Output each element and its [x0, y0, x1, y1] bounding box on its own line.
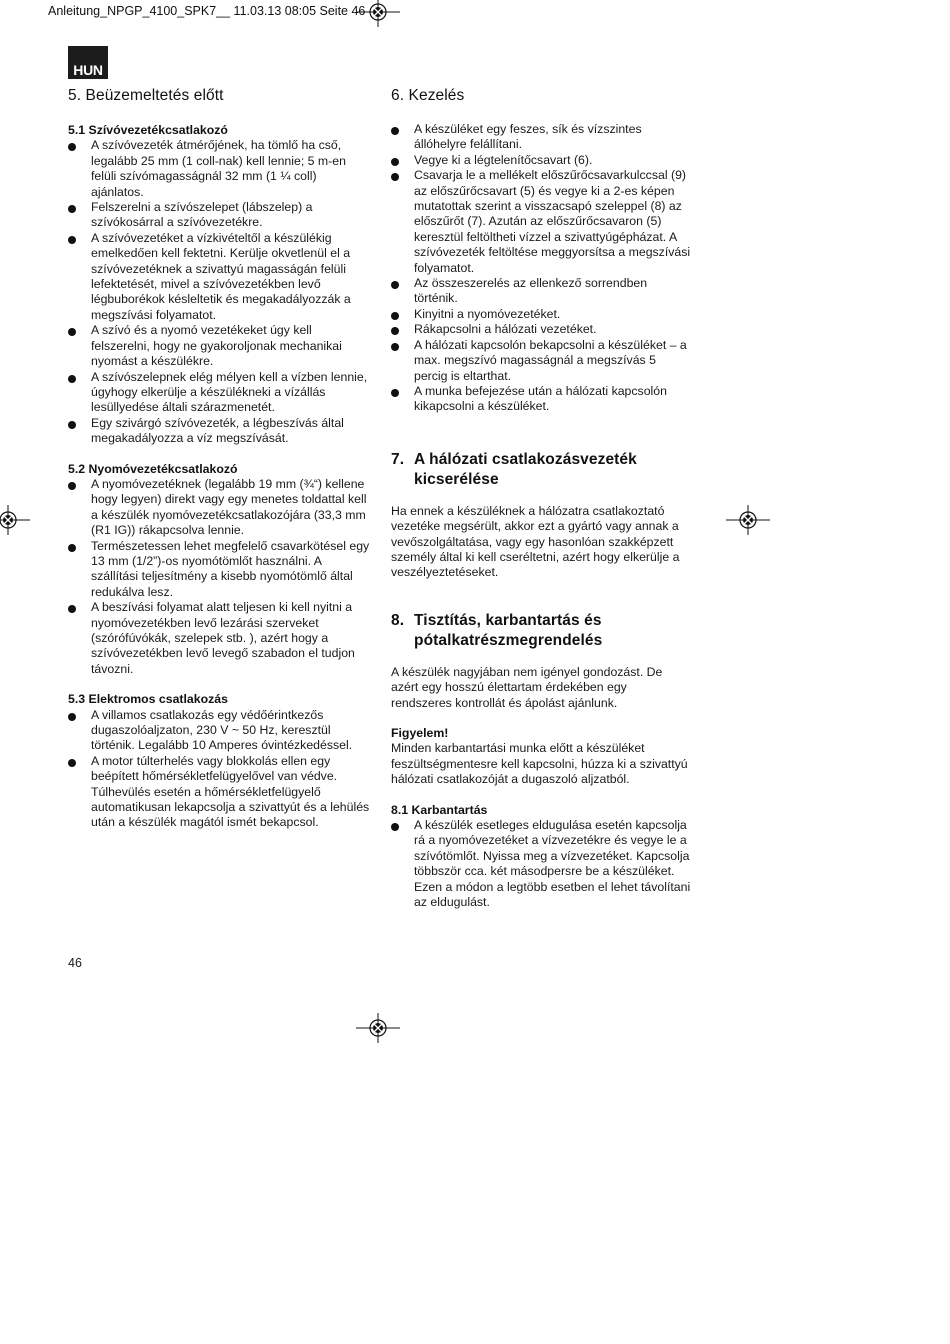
- bullet-icon: [68, 713, 76, 721]
- registration-mark-icon: [356, 1013, 400, 1043]
- list-item: A szívóvezeték átmérőjének, ha tömlő ha cső, legalább 25 mm (1 coll-nak) kell lennie; 5 m-en felüli szívómagasságnál 32 mm (1 ¼ coll) ajánlatos.: [68, 138, 370, 200]
- bullet-icon: [391, 173, 399, 181]
- bullet-icon: [391, 281, 399, 289]
- bullet-icon: [68, 375, 76, 383]
- section-6-list: [391, 122, 691, 415]
- bullet-icon: [68, 328, 76, 336]
- section-8-body: A készülék nagyjában nem igényel gondozást. De azért egy hosszú élettartam érdekében egy rendszeres kontrollát és ápolást ajánlunk.: [391, 664, 663, 710]
- list-item: A szívó és a nyomó vezetékeket úgy kell felszerelni, hogy ne gyakoroljonak mechanikai nyomást a készülékre.: [68, 323, 370, 369]
- list-item: A nyomóvezetéknek (legalább 19 mm (¾“) kellene hogy legyen) direkt vagy egy menetes toldattal kell a készülék nyomóvezetékcsatlakozójára (33,3 mm (R1 IG)) rákapcsolva lennie.: [68, 477, 370, 539]
- bullet-icon: [391, 127, 399, 135]
- section-8-number: 8.: [391, 611, 405, 629]
- list-item: Csavarja le a mellékelt előszűrőcsavarkulccsal (9) az előszűrőcsavart (5) és vegye ki a 2-es képen mutatottak szerint a visszacsapó szeleppel (8) az előszűrőt (7). Azután az előszűrőcsavaron (5) keresztül feltöltheti vízzel a szivattyúgépházat. A szívóvezeték feltöltése meggyorsítsa a megszívási folyamatot.: [391, 168, 691, 276]
- list-item: A szívószelepnek elég mélyen kell a vízben lennie, úgyhogy elkerülje a készülékneki a vízállás lesüllyedése általi szárazmenetét.: [68, 370, 370, 416]
- left-column: [68, 86, 370, 831]
- section-5-title: 5. Beüzemeltetés előtt: [68, 87, 224, 104]
- bullet-icon: [68, 605, 76, 613]
- list-item: Vegye ki a légtelenítőcsavart (6).: [391, 153, 691, 168]
- right-column: [391, 86, 691, 910]
- registration-mark-icon: [0, 505, 30, 535]
- list-item: Egy szivárgó szívóvezeték, a légbeszívás által megakadályozza a víz megszívását.: [68, 416, 370, 447]
- bullet-icon: [391, 823, 399, 831]
- bullet-icon: [68, 205, 76, 213]
- list-item: A készüléket egy feszes, sík és vízszintes állóhelyre felállítani.: [391, 122, 691, 153]
- list-item: A hálózati kapcsolón bekapcsolni a készüléket – a max. megszívó magasságnál a megszívás 5 percig is eltarthat.: [391, 338, 691, 384]
- section-5-3-heading: 5.3 Elektromos csatlakozás: [68, 692, 228, 707]
- list-item: A munka befejezése után a hálózati kapcsolón kikapcsolni a készüléket.: [391, 384, 691, 415]
- bullet-icon: [68, 421, 76, 429]
- list-item: A szívóvezetéket a vízkivételtől a készülékig emelkedően kell fektetni. Kerülje okvetlenül el a szívóvezetéknek a szivattyú magasságán felüli lefektetését, mivel a szívóvezetékben levő légbuborékok késleltetik és megakadályozzák a megszívási folyamatot.: [68, 231, 370, 323]
- bullet-icon: [68, 143, 76, 151]
- section-8-1-list: [391, 818, 691, 910]
- list-item: Az összeszerelés az ellenkező sorrendben történik.: [391, 276, 691, 307]
- section-8-title-text: Tisztítás, karbantartás és pótalkatrészmegrendelés: [414, 611, 603, 649]
- list-item: Kinyitni a nyomóvezetéket.: [391, 307, 691, 322]
- list-item: A beszívási folyamat alatt teljesen ki kell nyitni a nyomóvezetékben levő lezárási szerveket (szórófúvókák, szelepek stb. ), azért hogy a szívóvezetékben levő levegő szabadon el tudjon távozni.: [68, 600, 370, 677]
- bullet-icon: [391, 389, 399, 397]
- file-header-line: Anleitung_NPGP_4100_SPK7__ 11.03.13 08:05 Seite 46: [48, 4, 366, 18]
- language-badge: HUN: [68, 46, 108, 79]
- registration-mark-icon: [356, 0, 400, 27]
- list-item: A készülék esetleges eldugulása esetén kapcsolja rá a nyomóvezetéket a vízvezetékre és vegye le a szívótömlőt. Nyissa meg a vízvezetéket. Kapcsolja többször cca. két másodpersre be a készüléket. Ezen a módon a legtöbb esetben el lehet távolítani az eldugulást.: [391, 818, 691, 910]
- section-5-2-list: [68, 477, 370, 677]
- bullet-icon: [68, 759, 76, 767]
- attention-heading: Figyelem!: [391, 725, 449, 740]
- bullet-icon: [391, 343, 399, 351]
- list-item: A villamos csatlakozás egy védőérintkezős dugaszolóaljzaton, 230 V ~ 50 Hz, keresztül történik. Legalább 10 Amperes óvintézkedéssel.: [68, 708, 370, 754]
- section-7-body: Ha ennek a készüléknek a hálózatra csatlakoztató vezetéke megsérült, akkor ezt a gyártó vagy annak a vevőszolgáltatása, vagy egy hasonlóan szakképzett személy által ki kell cseréltetni, azért hogy elkerülje a veszélyeztetéseket.: [391, 503, 680, 580]
- section-5-1-heading: 5.1 Szívóvezetékcsatlakozó: [68, 123, 228, 137]
- section-7-title-text: A hálózati csatlakozásvezeték kicserélése: [414, 450, 637, 488]
- bullet-icon: [68, 236, 76, 244]
- bullet-icon: [391, 158, 399, 166]
- attention-body: Minden karbantartási munka előtt a készüléket feszültségmentesre kell kapcsolni, húzza ki a szivattyú hálózati csatlakozóját a dugaszoló aljzatból.: [391, 741, 688, 787]
- section-7-number: 7.: [391, 450, 405, 468]
- bullet-icon: [391, 312, 399, 320]
- section-5-3-list: [68, 708, 370, 831]
- section-7-title: [391, 450, 691, 490]
- page-number: 46: [68, 956, 82, 970]
- section-5-1-list: [68, 138, 370, 446]
- section-5-2-heading: 5.2 Nyomóvezetékcsatlakozó: [68, 461, 238, 476]
- bullet-icon: [391, 327, 399, 335]
- section-8-1-heading: 8.1 Karbantartás: [391, 802, 488, 817]
- list-item: Rákapcsolni a hálózati vezetéket.: [391, 322, 691, 337]
- section-8-title: [391, 611, 691, 651]
- bullet-icon: [68, 544, 76, 552]
- section-6-title: 6. Kezelés: [391, 87, 465, 104]
- registration-mark-icon: [726, 505, 770, 535]
- bullet-icon: [68, 482, 76, 490]
- list-item: A motor túlterhelés vagy blokkolás ellen egy beépített hőmérsékletfelügyelővel van védve. Túlhevülés esetén a hőmérsékletfelügyelő automatikusan lekapcsolja a szivattyút és a lehülés után a készülék magától ismét bekapcsol.: [68, 754, 370, 831]
- list-item: Természetessen lehet megfelelő csavarkötésel egy 13 mm (1/2”)-os nyomótömlőt használni. A szállítási teljesítmény a kisebb nyomótömlő által redukálva lesz.: [68, 539, 370, 601]
- list-item: Felszerelni a szívószelepet (lábszelep) a szívókosárral a szívóvezetékre.: [68, 200, 370, 231]
